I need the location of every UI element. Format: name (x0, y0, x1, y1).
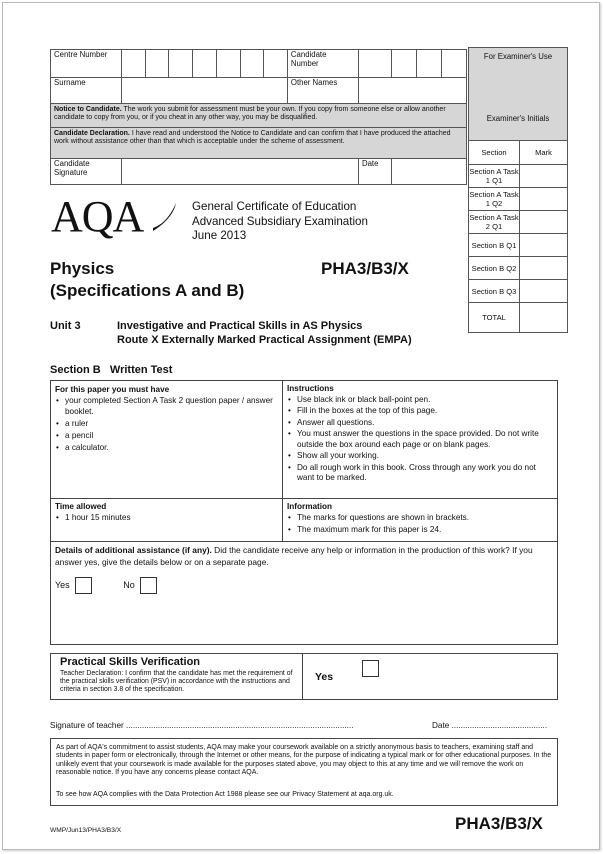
mark-col-header: Mark (520, 141, 568, 165)
section-heading: Section B Written Test (50, 364, 173, 376)
candidate-signature-field[interactable] (122, 159, 359, 185)
exam-row-label: Section A Task 2 Q1 (469, 211, 520, 234)
candidate-number-box[interactable] (391, 50, 416, 78)
information-item: • The maximum mark for this paper is 24. (287, 524, 555, 535)
total-box[interactable] (520, 303, 568, 333)
time-allowed: Time allowed • 1 hour 15 minutes (55, 501, 279, 524)
aqa-logo (50, 193, 180, 243)
candidate-number-box[interactable] (416, 50, 441, 78)
other-names-field[interactable] (358, 78, 466, 104)
exam-page (2, 2, 600, 850)
examiner-marks-table (468, 140, 568, 333)
centre-number-box[interactable] (122, 50, 146, 78)
qualification-line-1: General Certificate of Education (192, 200, 357, 213)
psv-yes-label: Yes (315, 671, 334, 683)
candidate-number-box[interactable] (358, 50, 391, 78)
centre-number-box[interactable] (145, 50, 169, 78)
footer-code: PHA3/B3/X (455, 814, 543, 833)
coursework-notice-box (50, 738, 558, 806)
notice-to-candidate: Notice to Candidate. The work you submit for assessment must be your own. If you copy from someone else or allow another candidate to copy from you, or if you cheat in any other way, you may be disqualified. (51, 104, 467, 128)
requirement-item: • a pencil (55, 430, 279, 441)
mark-box[interactable] (520, 234, 568, 257)
exam-row-label: Section A Task 1 Q2 (469, 188, 520, 211)
requirement-item: • a ruler (55, 418, 279, 429)
yes-checkbox[interactable] (75, 577, 92, 594)
candidate-number-box[interactable] (441, 50, 466, 78)
surname-label: Surname (51, 78, 122, 104)
mark-box[interactable] (520, 211, 568, 234)
time-item: • 1 hour 15 minutes (55, 512, 279, 523)
teacher-signature-line: Signature of teacher .................................................................................................... (50, 721, 354, 730)
info-box (50, 380, 558, 645)
data-protection-text: To see how AQA complies with the Data Protection Act 1988 please see our Privacy Statement at aqa.org.uk. (56, 791, 394, 798)
aqa-logo-text: AQA (51, 192, 144, 241)
mark-box[interactable] (520, 257, 568, 280)
psv-yes-checkbox[interactable] (362, 660, 379, 677)
centre-number-box[interactable] (193, 50, 217, 78)
psv-declaration: Teacher Declaration: I confirm that the candidate has met the requirement of the practical skills verification (PSV) in accordance with the instructions and criteria in section 3.8 of the specification. (60, 670, 293, 693)
centre-number-box[interactable] (169, 50, 193, 78)
subject-title: Physics (Specifications A and B) (50, 259, 245, 300)
candidate-declaration: Candidate Declaration. I have read and understood the Notice to Candidate and can confirm that I have produced the attached work without assistance other than that which is acceptable under the scheme of assessment. (51, 128, 467, 159)
coursework-notice-text: As part of AQA's commitment to assist students, AQA may make your coursework available on a strictly anonymous basis to teachers, examining staff and students in paper form or electronically, through the Internet or other means, for the purpose of indicating a typical mark or for other educational purposes. In the unlikely event that your coursework is made available for the purposes stated above, you may object to this at any time and we will remove the work on reasonable notice. If you have any concerns please contact AQA. (56, 744, 552, 776)
exam-row-label: Section B Q2 (469, 257, 520, 280)
examiners-initials-label: Examiner's Initials (486, 114, 550, 123)
requirement-item: • your completed Section A Task 2 question paper / answer booklet. (55, 395, 279, 417)
date-label: Date (358, 159, 391, 185)
qualification-block (192, 200, 368, 244)
total-label: TOTAL (469, 303, 520, 333)
centre-number-box[interactable] (216, 50, 240, 78)
paper-requirements: For this paper you must have • your completed Section A Task 2 question paper / answer booklet. • a ruler • a pencil • a calculator. (55, 384, 279, 454)
candidate-details-table (50, 49, 467, 185)
assistance-options (55, 577, 157, 594)
other-names-label: Other Names (287, 78, 358, 104)
qualification-line-2: Advanced Subsidiary Examination (192, 214, 368, 228)
footer-reference: WMP/Jun13/PHA3/B3/X (50, 827, 122, 834)
candidate-signature-label: Candidate Signature (51, 159, 122, 185)
no-label: No (123, 580, 135, 590)
qualification-line-3: June 2013 (192, 229, 247, 242)
instruction-item: • Fill in the boxes at the top of this page. (287, 406, 555, 417)
examiners-use-label: For Examiner's Use (483, 52, 553, 61)
mark-box[interactable] (520, 280, 568, 303)
paper-code: PHA3/B3/X (321, 259, 409, 278)
information-item: • The marks for questions are shown in brackets. (287, 512, 555, 523)
surname-field[interactable] (122, 78, 288, 104)
information: Information • The marks for questions are shown in brackets. • The maximum mark for this paper is 24. (287, 501, 555, 536)
exam-row-label: Section A Task 1 Q1 (469, 165, 520, 188)
mark-box[interactable] (520, 165, 568, 188)
instruction-item: • Use black ink or black ball-point pen. (287, 395, 555, 406)
date-field[interactable] (391, 159, 466, 185)
yes-label: Yes (55, 580, 70, 590)
candidate-number-label: Candidate Number (287, 50, 358, 78)
centre-number-box[interactable] (240, 50, 264, 78)
centre-number-label: Centre Number (51, 50, 122, 78)
instruction-item: • Show all your working. (287, 451, 555, 462)
no-checkbox[interactable] (140, 577, 157, 594)
instruction-item: • Answer all questions. (287, 418, 555, 429)
instructions: Instructions • Use black ink or black ball-point pen. • Fill in the boxes at the top of this page. • Answer all questions. • You must answer the questions in the space provided. Do not write outside the box around each page or on blank pages. • Show all your working. • Do all rough work in this book. Cross through any work you do not want to be marked. (287, 384, 555, 485)
exam-row-label: Section B Q1 (469, 234, 520, 257)
section-col-header: Section (469, 141, 520, 165)
mark-box[interactable] (520, 188, 568, 211)
centre-number-box[interactable] (264, 50, 288, 78)
additional-assistance: Details of additional assistance (if any). Did the candidate receive any help or information in the production of this work? If you answer yes, give the details below or on a separate page. (55, 545, 533, 567)
psv-title: Practical Skills Verification (60, 656, 201, 668)
examiners-use-box (468, 47, 568, 332)
exam-row-label: Section B Q3 (469, 280, 520, 303)
unit-label: Unit 3 (50, 320, 81, 332)
instruction-item: • You must answer the questions in the space provided. Do not write outside the box around each page or on blank pages. (287, 429, 555, 450)
unit-title: Investigative and Practical Skills in AS Physics Route X Externally Marked Practical Assignment (EMPA) (117, 320, 412, 346)
practical-skills-verification (50, 653, 558, 700)
instruction-item: • Do all rough work in this book. Cross through any work you do not want to be marked. (287, 463, 555, 484)
teacher-date-line: Date .......................................... (432, 721, 548, 730)
requirement-item: • a calculator. (55, 442, 279, 453)
